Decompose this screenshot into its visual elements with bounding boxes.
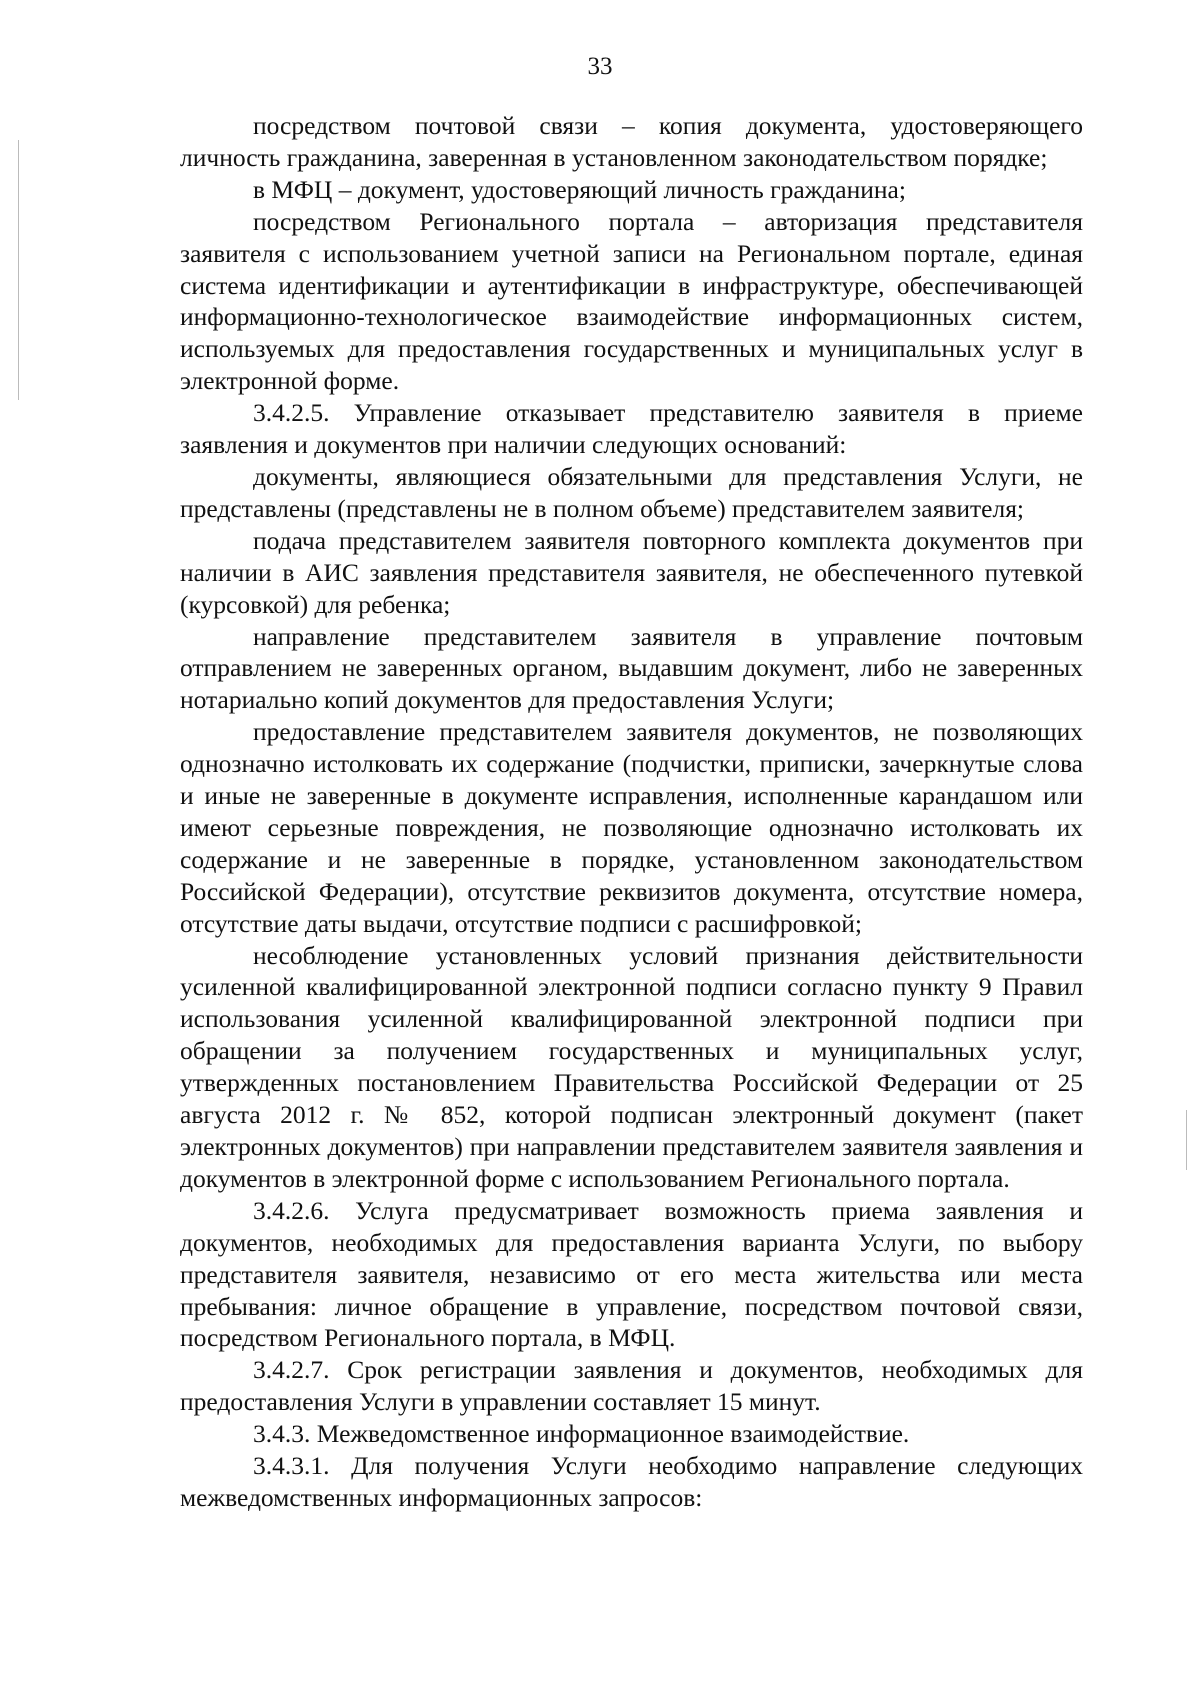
paragraph-mfc-document: в МФЦ – документ, удостоверяющий личность гражданина; — [253, 174, 906, 204]
paragraph-regional-portal: посредством Регионального портала – авторизация представителя заявителя с использованием учетной записи на Региональном портале, единая система идентификации и аутентификации в инфраструктуре, обеспечивающей информационно-технологическое взаимодействие информационных систем, используемых для предоставления государственных и муниципальных услуг в электронной форме. — [180, 206, 1083, 396]
scan-artifact-line — [1186, 1110, 1187, 1170]
paragraph-3-4-3: 3.4.3. Межведомственное информационное взаимодействие. — [253, 1419, 910, 1449]
paragraph-3-4-3-1: 3.4.3.1. Для получения Услуги необходимо направление следующих межведомственных информационных запросов: — [180, 1451, 1083, 1512]
document-body — [180, 110, 1083, 1514]
paragraph-3-4-2-6: 3.4.2.6. Услуга предусматривает возможность приема заявления и документов, необходимых для предоставления варианта Услуги, по выбору представителя заявителя, независимо от его места жительства или места пребывания: личное обращение в управление, посредством почтовой связи, посредством Регионального портала, в МФЦ. — [180, 1195, 1083, 1353]
paragraph-electronic-signature: несоблюдение установленных условий признания действительности усиленной квалифицированной электронной подписи согласно пункту 9 Правил использования усиленной квалифицированной электронной подписи при обращении за получением государственных и муниципальных услуг, утвержденных постановлением Правительства Российской Федерации от 25 августа 2012 г. № 852, которой подписан электронный документ (пакет электронных документов) при направлении представителем заявителя заявления и документов в электронной форме с использованием Регионального портала. — [180, 940, 1083, 1193]
scan-artifact-line — [18, 140, 19, 400]
paragraph-unverified-copies: направление представителем заявителя в управление почтовым отправлением не заверенных органом, выдавшим документ, либо не заверенных нотариально копий документов для предоставления Услуги; — [180, 621, 1083, 715]
paragraph-postal-copy: посредством почтовой связи – копия документа, удостоверяющего личность гражданина, заверенная в установленном законодательством порядке; — [180, 111, 1083, 172]
paragraph-documents-missing: документы, являющиеся обязательными для представления Услуги, не представлены (представлены не в полном объеме) представителем заявителя; — [180, 461, 1083, 523]
paragraph-3-4-2-5: 3.4.2.5. Управление отказывает представителю заявителя в приеме заявления и документов при наличии следующих оснований: — [180, 398, 1083, 460]
page-number: 33 — [587, 53, 613, 80]
paragraph-ambiguous-documents: предоставление представителем заявителя документов, не позволяющих однозначно истолковать их содержание (подчистки, приписки, зачеркнутые слова и иные не заверенные в документе исправления, исполненные карандашом или имеют серьезные повреждения, не позволяющие однозначно истолковать их содержание и не заверенные в порядке, установленном законодательством Российской Федерации), отсутствие реквизитов документа, отсутствие номера, отсутствие даты выдачи, отсутствие подписи с расшифровкой; — [180, 717, 1083, 938]
paragraph-repeat-submission: подача представителем заявителя повторного комплекта документов при наличии в АИС заявления представителя заявителя, не обеспеченного путевкой (курсовкой) для ребенка; — [180, 525, 1083, 619]
paragraph-3-4-2-7: 3.4.2.7. Срок регистрации заявления и документов, необходимых для предоставления Услуги в управлении составляет 15 минут. — [180, 1355, 1083, 1417]
